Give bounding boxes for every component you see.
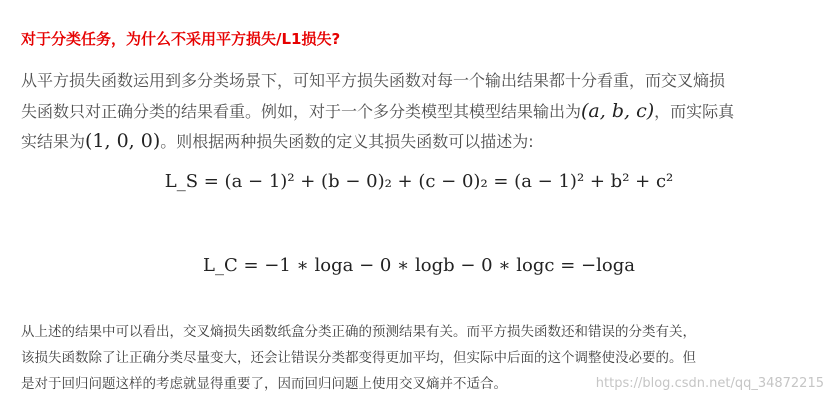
conclusion-line-1: 从上述的结果中可以看出，交叉熵损失函数纸盒分类正确的预测结果有关。而平方损失函数还和错误的分类有关， <box>21 324 696 340</box>
intro-paragraph <box>21 66 827 156</box>
intro-line-2-text: 失函数只对正确分类的结果看重。例如，对于一个多分类模型其模型结果输出为 <box>21 102 582 121</box>
intro-line-2 <box>21 96 827 126</box>
intro-line-3-tail: 。则根据两种损失函数的定义其损失函数可以描述为: <box>160 132 534 151</box>
intro-line-3 <box>21 126 827 156</box>
watermark: https://blog.csdn.net/qq_34872215 <box>595 376 824 391</box>
cross-entropy-formula-text: L_C = −1 ∗ loga − 0 ∗ logb − 0 ∗ logc = −loga <box>203 255 635 276</box>
intro-line-2-tail: ，而实际真 <box>654 102 735 121</box>
true-result-math: (1, 0, 0) <box>85 130 161 152</box>
intro-line-3-text: 实结果为 <box>21 132 86 151</box>
square-loss-formula-text: L_S = (a − 1)² + (b − 0)₂ + (c − 0)₂ = (a − 1)² + b² + c² <box>164 171 674 192</box>
cross-entropy-formula <box>0 255 838 276</box>
model-output-math: (a, b, c) <box>581 100 655 122</box>
conclusion-line-3: 是对于回归问题这样的考虑就显得重要了，因而回归问题上使用交叉熵并不适合。 <box>21 376 507 392</box>
intro-line-1: 从平方损失函数运用到多分类场景下，可知平方损失函数对每一个输出结果都十分看重，而交叉熵损 <box>21 71 726 90</box>
section-heading: 对于分类任务，为什么不采用平方损失/L1损失? <box>21 30 341 48</box>
conclusion-line-2: 该损失函数除了让正确分类尽量变大，还会让错误分类都变得更加平均，但实际中后面的这个调整使没必要的。但 <box>21 350 696 366</box>
square-loss-formula <box>0 171 838 192</box>
